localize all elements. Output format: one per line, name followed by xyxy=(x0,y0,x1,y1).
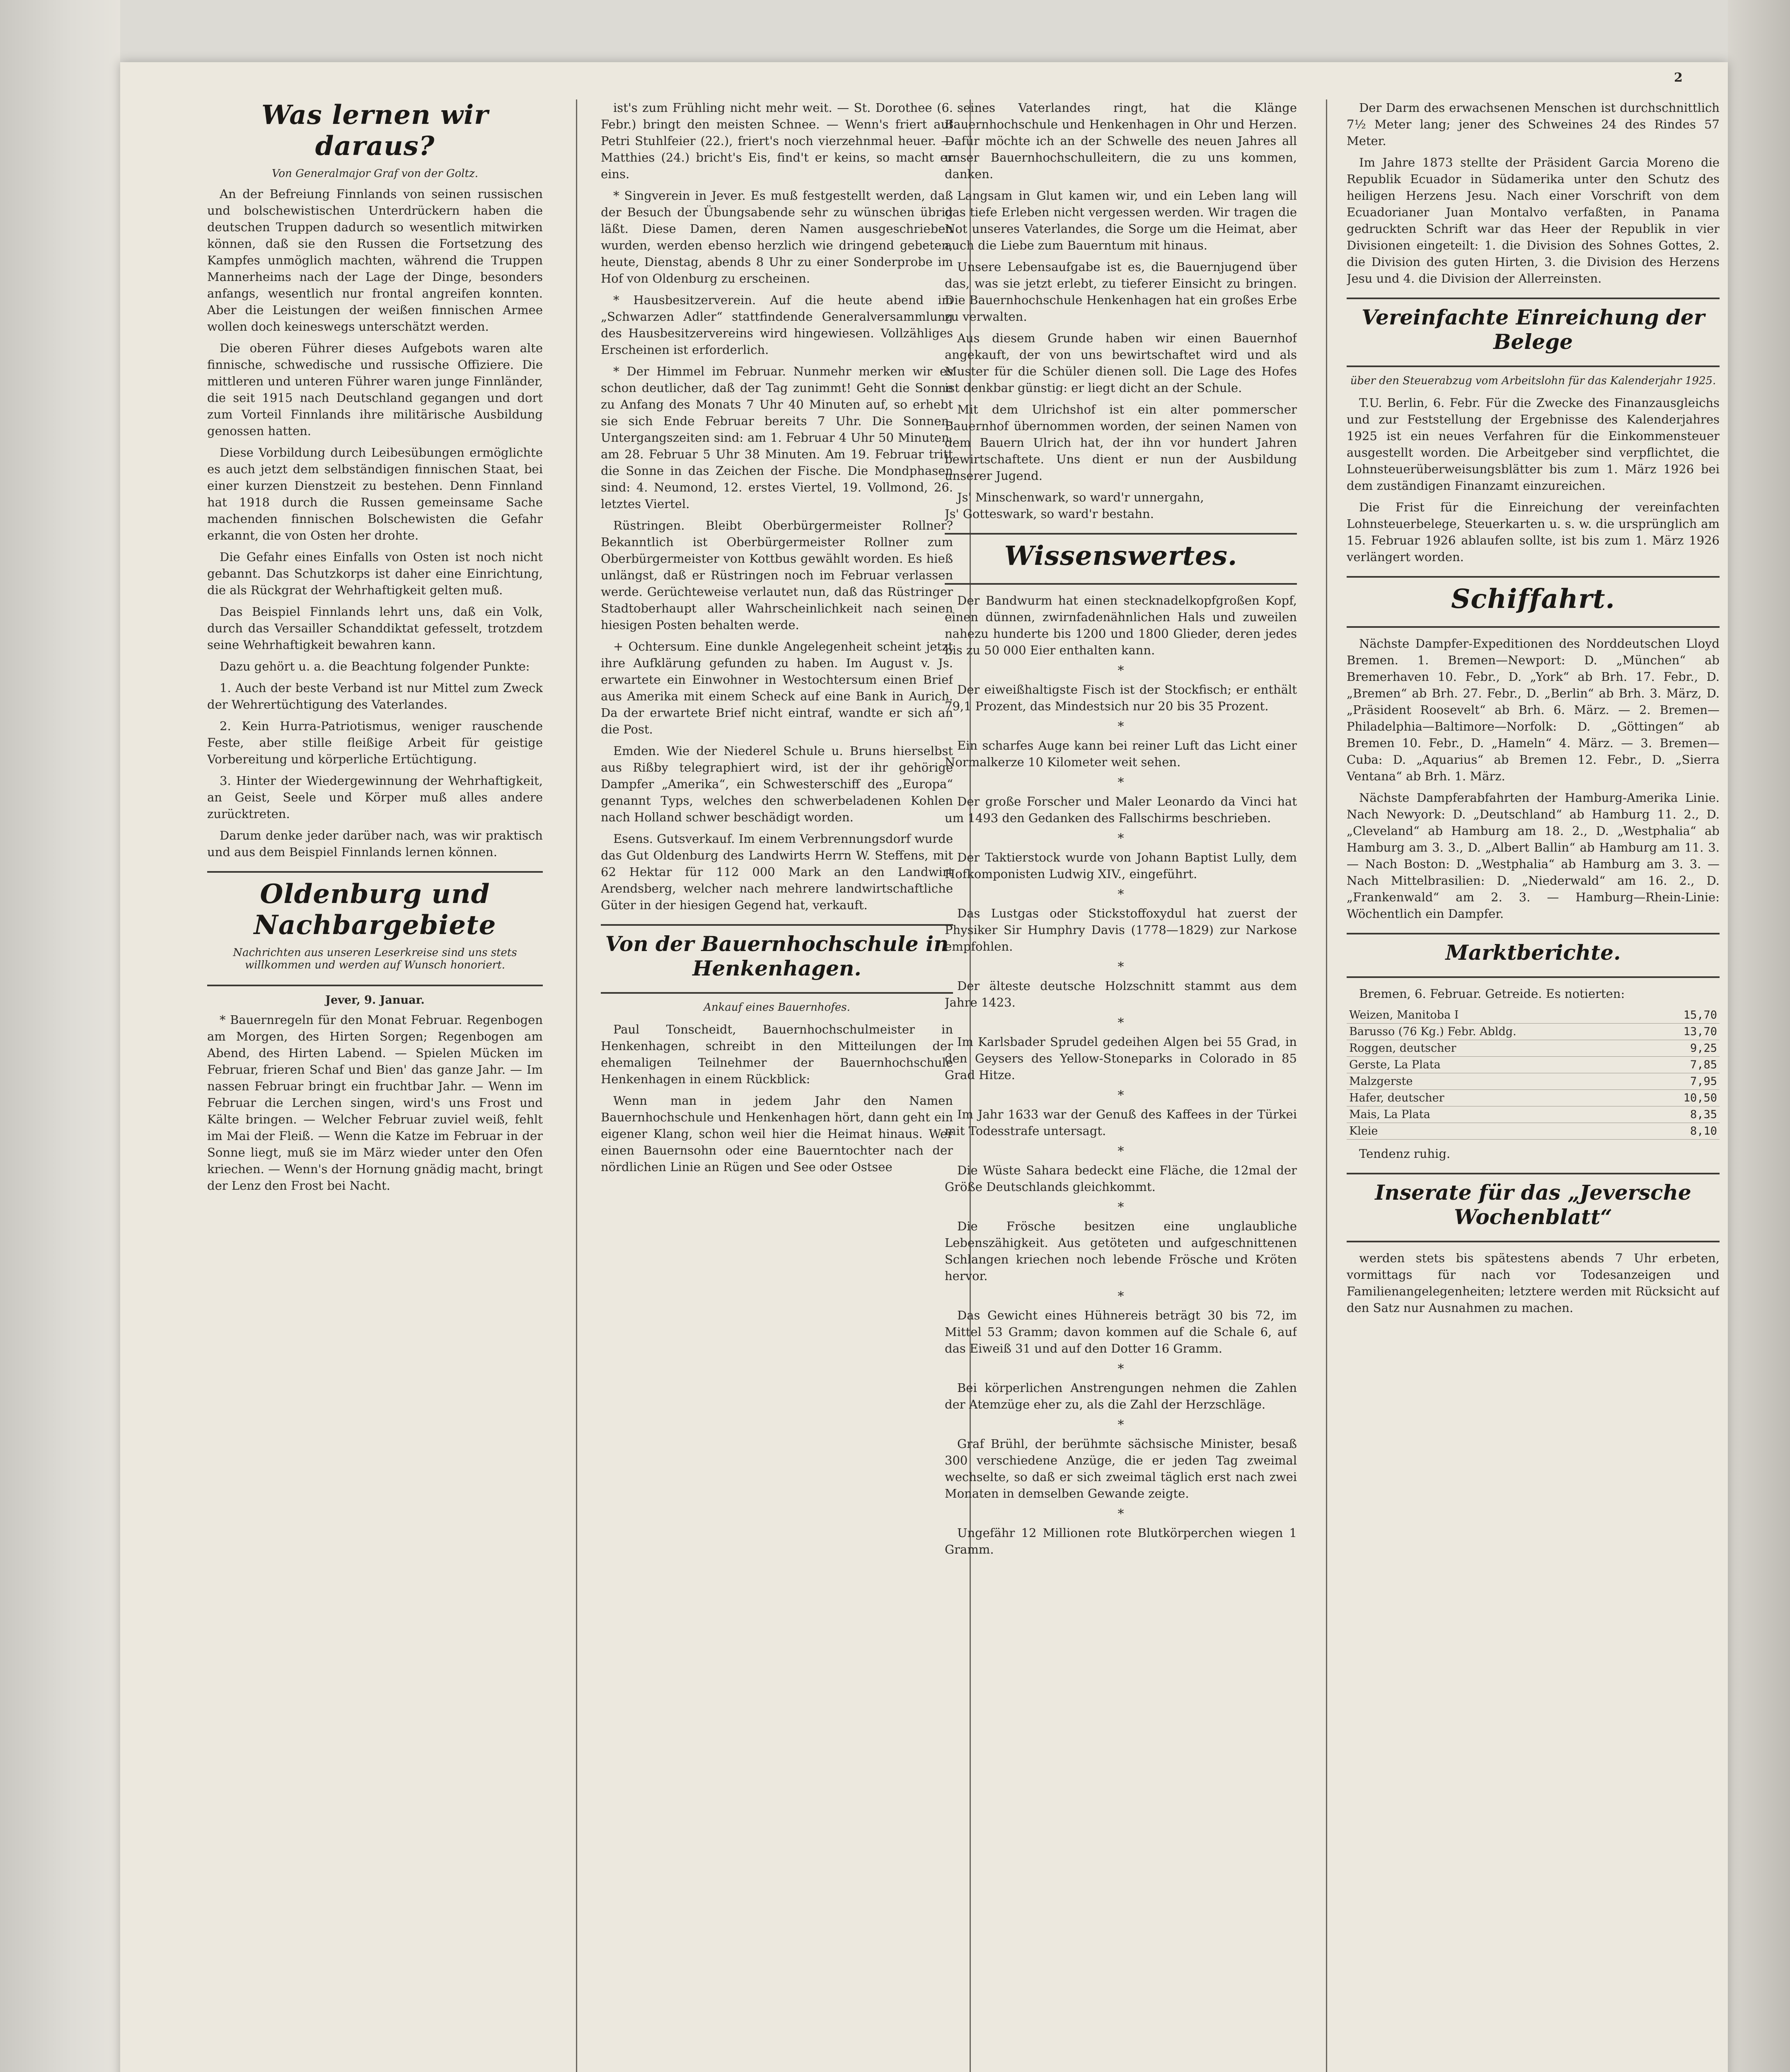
section-header xyxy=(1347,298,1720,367)
page-number: 2 xyxy=(1674,70,1683,85)
market-price: 8,10 xyxy=(1651,1123,1720,1140)
separator-star: * xyxy=(1118,1362,1124,1376)
separator-star: * xyxy=(1118,887,1124,902)
market-item: Weizen, Manitoba I xyxy=(1347,1007,1651,1024)
paragraph: Js' Minschenwark, so ward'r unnergahn, Js' Gotteswark, so ward'r bestahn. xyxy=(945,490,1204,521)
paragraph: Wenn man in jedem Jahr den Namen Bauernhochschule und Henkenhagen hört, dann geht ein eigener Klang, schon weil hier die Heimat hinaus. Wer einen Bauernsohn oder eine Bauerntochter nach der nördlichen Linie an Rügen und See oder Ostsee xyxy=(601,1094,953,1174)
market-item: Malzgerste xyxy=(1347,1073,1651,1090)
article-body xyxy=(1347,99,1720,287)
separator-star: * xyxy=(1118,1016,1124,1030)
column-4 xyxy=(1347,99,1720,2072)
article-body xyxy=(601,1021,953,1175)
paragraph: Aus diesem Grunde haben wir einen Bauernhof angekauft, der von uns bewirtschaftet wird und als Muster für die Schüler dienen soll. Die Lage des Hofes ist denkbar günstig: er liegt dicht an der Schule. xyxy=(945,331,1297,395)
fact-item: Der älteste deutsche Holzschnitt stammt aus dem Jahre 1423. xyxy=(945,979,1297,1009)
fact-item: Im Jahr 1633 war der Genuß des Kaffees in der Türkei mit Todesstrafe untersagt. xyxy=(945,1107,1297,1138)
market-row xyxy=(1347,1090,1720,1106)
market-price: 8,35 xyxy=(1651,1106,1720,1123)
section-header xyxy=(945,533,1297,585)
paragraph: Nächste Dampferabfahrten der Hamburg-Amerika Linie. Nach Newyork: D. „Deutschland“ ab Hamburg 11. 2., D. „Cleveland“ ab Hamburg am 18. 2., D. „Westphalia“ ab Hamburg am 3. 3., D. „Albert Ballin“ ab Hamburg am 11. 3. — Nach Boston: D. „Westphalia“ ab Hamburg am 3. 3. — Nach Mittelbrasilien: D. „Niederwald“ am 16. 2., D. „Frankenwald“ am 2. 3. — Hamburg—Rhein-Linie: Wöchentlich ein Dampfer. xyxy=(1347,791,1720,921)
fact-item: Im Karlsbader Sprudel gedeihen Algen bei 55 Grad, in den Geysers des Yellow-Stoneparks in Colorado in 85 Grad Hitze. xyxy=(945,1035,1297,1082)
column-2 xyxy=(601,99,953,2072)
market-price: 7,95 xyxy=(1651,1073,1720,1090)
separator-star: * xyxy=(1118,719,1124,734)
local-news-body xyxy=(207,1012,543,1194)
article-body xyxy=(945,99,1297,522)
separator-star: * xyxy=(1118,1144,1124,1159)
paragraph: 1. Auch der beste Verband ist nur Mittel zum Zweck der Wehrertüchtigung des Vaterlandes. xyxy=(207,681,543,712)
paragraph: Mit dem Ulrichshof ist ein alter pommerscher Bauernhof übernommen worden, der seinen Namen von dem Bauern Ulrich hat, der ihn vor hundert Jahren bewirtschaftete. Uns dient er nun der Ausbildung unserer Jugend. xyxy=(945,402,1297,483)
section-title: Von der Bauernhochschule in Henkenhagen. xyxy=(605,932,949,980)
fact-item: Die Wüste Sahara bedeckt eine Fläche, die 12mal der Größe Deutschlands gleichkommt. xyxy=(945,1163,1297,1194)
article-title: Was lernen wir daraus? xyxy=(261,99,489,162)
market-item: Hafer, deutscher xyxy=(1347,1090,1651,1106)
fact-item: Der große Forscher und Maler Leonardo da Vinci hat um 1493 den Gedanken des Fallschirms beschrieben. xyxy=(945,794,1297,825)
paragraph: Nächste Dampfer-Expeditionen des Norddeutschen Lloyd Bremen. 1. Bremen—Newport: D. „München“ ab Bremerhaven 10. Febr., D. „York“ ab Brh. 17. Febr., D. „Bremen“ ab Brh. 27. Febr., D. „Berlin“ ab Brh. 3. März, D. „Präsident Roosevelt“ ab Brh. 6. März. — 2. Bremen—Philadelphia—Baltimore—Norfolk: D. „Göttingen“ ab Bremen 10. Febr., D. „Hameln“ 4. März. — 3. Bremen—Cuba: D. „Aquarius“ ab Bremen 12. Febr., D. „Sierra Ventana“ ab Brh. 1. März. xyxy=(1347,637,1720,783)
shipping-body xyxy=(1347,635,1720,922)
paragraph: Diese Vorbildung durch Leibesübungen ermöglichte es auch jetzt dem selbständigen finnischen Staat, bei einer kurzen Dienstzeit zu bestehen. Denn Finnland hat 1918 durch die Russen gemeinsame Sache machenden finnischen Bolschewisten die Gefahr erkannt, die von Osten her drohte. xyxy=(207,445,543,542)
facts-list xyxy=(945,592,1297,1558)
ad-notice-body xyxy=(1347,1250,1720,1316)
separator-star: * xyxy=(1118,775,1124,790)
fact-item: Die Frösche besitzen eine unglaubliche Lebenszähigkeit. Aus getöteten und aufgeschnittenen Schlangen kriechen noch lebende Frösche und Kröten hervor. xyxy=(945,1219,1297,1283)
section-title: Marktberichte. xyxy=(1445,940,1621,965)
dateline: Jever, 9. Januar. xyxy=(325,994,425,1007)
paragraph: T.U. Berlin, 6. Febr. Für die Zwecke des Finanzausgleichs und zur Feststellung der Ergebnisse des Kalenderjahres 1925 ist ein neues Verfahren für die Einkommensteuer ausgestellt worden. Die Arbeitgeber sind verpflichtet, die Lohnsteuerüberweisungsblätter bis zum 1. März 1926 bei dem zuständigen Finanzamt einzureichen. xyxy=(1347,396,1720,493)
paragraph: Die oberen Führer dieses Aufgebots waren alte finnische, schwedische und russische Offiziere. Die mittleren und unteren Führer waren junge Finnländer, die seit 1915 nach Deutschland gegangen und dort zum Vorteil Finnlands ihre militärische Ausbildung genossen hatten. xyxy=(207,341,543,438)
section-subtitle: über den Steuerabzug vom Arbeitslohn für das Kalenderjahr 1925. xyxy=(1350,375,1716,387)
article-body xyxy=(207,186,543,860)
paragraph: Paul Tonscheidt, Bauernhochschulmeister in Henkenhagen, schreibt in den Mitteilungen der ehemaligen Teilnehmer der Bauernhochschule Henkenhagen in einem Rückblick: xyxy=(601,1022,953,1086)
market-price: 15,70 xyxy=(1651,1007,1720,1024)
paragraph: Der Darm des erwachsenen Menschen ist durchschnittlich 7½ Meter lang; jener des Schweines 24 des Rindes 57 Meter. xyxy=(1347,101,1720,148)
paragraph: 3. Hinter der Wiedergewinnung der Wehrhaftigkeit, an Geist, Seele und Körper muß alles andere zurücktreten. xyxy=(207,774,543,821)
news-item: Esens. Gutsverkauf. Im einem Verbrennungsdorf wurde das Gut Oldenburg des Landwirts Herrn W. Steffens, mit 62 Hektar für 112 000 Mark an den Landwirt Arendsberg, welcher nach mehrere landwirtschaftliche Güter in der hiesigen Gegend hat, verkauft. xyxy=(601,832,953,912)
market-price: 13,70 xyxy=(1651,1024,1720,1040)
separator-star: * xyxy=(1118,1507,1124,1521)
section-title: Inserate für das „Jeversche Wochenblatt“ xyxy=(1375,1180,1691,1229)
market-row xyxy=(1347,1024,1720,1040)
scanner-margin-left xyxy=(0,0,120,2072)
fact-item: Bei körperlichen Anstrengungen nehmen die Zahlen der Atemzüge eher zu, als die Zahl der Herzschläge. xyxy=(945,1381,1297,1411)
paragraph: Darum denke jeder darüber nach, was wir praktisch und aus dem Beispiel Finnlands lernen können. xyxy=(207,828,543,859)
fact-item: Ungefähr 12 Millionen rote Blutkörperchen wiegen 1 Gramm. xyxy=(945,1526,1297,1556)
market-item: Gerste, La Plata xyxy=(1347,1057,1651,1073)
market-intro: Bremen, 6. Februar. Getreide. Es notierten: xyxy=(1359,987,1625,1001)
paragraph: Die Frist für die Einreichung der vereinfachten Lohnsteuerbelege, Steuerkarten u. s. w. die ursprünglich am 15. Februar 1926 ablaufen sollte, ist bis zum 1. März 1926 verlängert worden. xyxy=(1347,500,1720,564)
local-news-body xyxy=(601,99,953,913)
column-rule-3 xyxy=(1326,99,1327,2072)
section-header xyxy=(1347,576,1720,628)
fact-item: Graf Brühl, der berühmte sächsische Minister, besaß 300 verschiedene Anzüge, die er jeden Tag zweimal wechselte, so daß er sich zweimal täglich erst nach zwei Monaten in demselben Gewande zeigte. xyxy=(945,1437,1297,1501)
news-item: * Hausbesitzerverein. Auf die heute abend im „Schwarzen Adler“ stattfindende Generalversammlung des Hausbesitzervereins wird hingewiesen. Vollzähliges Erscheinen ist erforderlich. xyxy=(601,293,953,357)
fact-item: Das Lustgas oder Stickstoffoxydul hat zuerst der Physiker Sir Humphry Davis (1778—1829) zur Narkose empfohlen. xyxy=(945,906,1297,954)
market-price: 10,50 xyxy=(1651,1090,1720,1106)
news-item: Emden. Wie der Niederel Schule u. Bruns hierselbst aus Rißby telegraphiert wird, ist der ihr gehörige Dampfer „Amerika“, ein Schwesterschiff des „Europa“ genannt Typs, welches den schwerbeladenen Kohlen nach Holland schwer beschädigt worden. xyxy=(601,744,953,824)
paragraph: An der Befreiung Finnlands von seinen russischen und bolschewistischen Unterdrückern haben die deutschen Truppen dadurch so wesentlich mitwirken können, daß sie den Russen die Fortsetzung des Kampfes unmöglich machten, während die Truppen Mannerheims nach der Lage der Dinge, besonders anfangs, wesentlich nur frontal angreifen konnten. Aber die Leistungen der weißen finnischen Armee wollen doch keineswegs unterschätzt werden. xyxy=(207,187,543,334)
paragraph: 2. Kein Hurra-Patriotismus, weniger rauschende Feste, aber stille fleißige Arbeit für geistige Vorbereitung und körperliche Ertüchtigung. xyxy=(207,719,543,766)
section-title: Oldenburg und Nachbargebiete xyxy=(254,879,496,941)
section-header xyxy=(1347,1173,1720,1242)
tax-notice-body xyxy=(1347,395,1720,565)
separator-star: * xyxy=(1118,1200,1124,1215)
section-header xyxy=(207,871,543,986)
separator-star: * xyxy=(1118,831,1124,846)
fact-item: Der Taktierstock wurde von Johann Baptist Lully, dem Hofkomponisten Ludwig XIV., eingeführt. xyxy=(945,850,1297,881)
column-rule-1 xyxy=(576,99,577,2072)
news-item: * Singverein in Jever. Es muß festgestellt werden, daß der Besuch der Übungsabende sehr zu wünschen übrig läßt. Diese Damen, deren Namen ausgeschrieben wurden, werden ebenso herzlich wie dringend gebeten, heute, Dienstag, abends 8 Uhr zu einer Sonderprobe im Hof von Oldenburg zu erscheinen. xyxy=(601,189,953,286)
separator-star: * xyxy=(1118,1088,1124,1103)
column-1 xyxy=(207,99,543,2072)
market-item: Kleie xyxy=(1347,1123,1651,1140)
separator-star: * xyxy=(1118,1418,1124,1432)
market-item: Roggen, deutscher xyxy=(1347,1040,1651,1057)
section-title: Schiffahrt. xyxy=(1451,583,1615,615)
fact-item: Der eiweißhaltigste Fisch ist der Stockfisch; er enthält 79,1 Prozent, das Mindestsich nur 20 bis 35 Prozent. xyxy=(945,683,1297,713)
market-table xyxy=(1347,1007,1720,1140)
section-title: Vereinfachte Einreichung der Belege xyxy=(1361,305,1705,354)
paragraph: Das Beispiel Finnlands lehrt uns, daß ein Volk, durch das Versailler Schanddiktat gefesselt, trotzdem seine Wehrhaftigkeit bewahren kann. xyxy=(207,605,543,652)
paragraph: Langsam in Glut kamen wir, und ein Leben lang will das tiefe Erleben nicht vergessen werden. Wir tragen die Not unseres Vaterlandes, die Sorge um die Heimat, aber auch die Liebe zum Bauerntum mit hinaus. xyxy=(945,189,1297,252)
article-byline: Von Generalmajor Graf von der Goltz. xyxy=(272,167,478,180)
news-item: + Ochtersum. Eine dunkle Angelegenheit scheint jetzt ihre Aufklärung gefunden zu haben. Im August v. Js. erwartete ein Einwohner in Westochtersum einen Brief aus Amerika mit einem Scheck auf eine Bank in Aurich. Da der erwartete Brief nicht eintraf, wandte er sich an die Post. xyxy=(601,639,953,736)
market-price: 7,85 xyxy=(1651,1057,1720,1073)
paragraph: seines Vaterlandes ringt, hat die Klänge Bauernhochschule und Henkenhagen in Ohr und Herzen. Dafür möchte ich an der Schwelle des neuen Jahres all unser Bauernhochschulleitern, die zu uns kommen, danken. xyxy=(945,101,1297,181)
market-row xyxy=(1347,1106,1720,1123)
news-item: ist's zum Frühling nicht mehr weit. — St. Dorothee (6. Febr.) bringt den meisten Schnee. — Wenn's friert auf Petri Stuhlfeier (22.), friert's noch vierzehnmal heuer. — Matthies (24.) bricht's Eis, find't er keins, so macht er eins. xyxy=(601,101,953,181)
paragraph: Dazu gehört u. a. die Beachtung folgender Punkte: xyxy=(220,659,530,673)
section-subtitle: Ankauf eines Bauernhofes. xyxy=(704,1001,850,1014)
market-row xyxy=(1347,1040,1720,1057)
market-item: Barusso (76 Kg.) Febr. Abldg. xyxy=(1347,1024,1651,1040)
market-row xyxy=(1347,1073,1720,1090)
news-item: * Der Himmel im Februar. Nunmehr merken wir es schon deutlicher, daß der Tag zunimmt! Geht die Sonne zu Anfang des Monats 7 Uhr 40 Minuten auf, so erhebt sie sich Ende Februar bereits 7 Uhr. Die Sonnen-Untergangszeiten sind: am 1. Februar 4 Uhr 50 Minuten, am 28. Februar 5 Uhr 38 Minuten. Am 19. Februar tritt die Sonne in das Zeichen der Fische. Die Mondphasen sind: 4. Neumond, 12. erstes Viertel, 19. Vollmond, 26. letztes Viertel. xyxy=(601,364,953,511)
market-row xyxy=(1347,1123,1720,1140)
market-note: Tendenz ruhig. xyxy=(1359,1147,1451,1161)
scanner-margin-right xyxy=(1728,0,1790,2072)
fact-item: Ein scharfes Auge kann bei reiner Luft das Licht einer Normalkerze 10 Kilometer weit sehen. xyxy=(945,738,1297,769)
paragraph: * Bauernregeln für den Monat Februar. Regenbogen am Morgen, des Hirten Sorgen; Regenbogen am Abend, des Hirten Labend. — Spielen Mücken im Februar, frieren Schaf und Bien' das ganze Jahr. — Im nassen Februar bringt ein fruchtbar Jahr. — Wenn im Februar die Lerchen singen, wird's uns Frost und Kälte bringen. — Welcher Februar zuviel weiß, fehlt im Mai der Fleiß. — Wenn die Katze im Februar in der Sonne liegt, muß sie im März wieder unter den Ofen kriechen. — Wenn's der Hornung gnädig macht, bringt der Lenz den Frost bei Nacht. xyxy=(207,1013,543,1193)
separator-star: * xyxy=(1118,663,1124,678)
column-3 xyxy=(945,99,1297,2072)
fact-item: Der Bandwurm hat einen stecknadelkopfgroßen Kopf, einen dünnen, zwirnfadenähnlichen Hals und zuweilen nahezu hunderte bis 1200 und 1800 Glieder, deren jedes bis zu 50 000 Eier enthalten kann. xyxy=(945,593,1297,657)
market-item: Mais, La Plata xyxy=(1347,1106,1651,1123)
section-note: Nachrichten aus unseren Leserkreise sind uns stets willkommen und werden auf Wunsch honoriert. xyxy=(233,946,517,971)
market-row xyxy=(1347,1057,1720,1073)
paragraph: werden stets bis spätestens abends 7 Uhr erbeten, vormittags für nach vor Todesanzeigen und Familienangelegenheiten; letztere werden mit Rücksicht auf den Satz nur Ausnahmen zu machen. xyxy=(1347,1251,1720,1315)
market-row xyxy=(1347,1007,1720,1024)
section-title: Wissenswertes. xyxy=(1004,540,1238,571)
news-item: Rüstringen. Bleibt Oberbürgermeister Rollner? Bekanntlich ist Oberbürgermeister Rollner zum Oberbürgermeister von Kottbus gewählt worden. Es hieß unlängst, daß er Rüstringen noch im Februar verlassen werde. Gerüchteweise verlautet nun, daß das Rüstringer Stadtoberhaupt aller Wahrscheinlichkeit nach seinen hiesigen Posten behalten werde. xyxy=(601,518,953,632)
section-header xyxy=(601,924,953,994)
paragraph: Die Gefahr eines Einfalls von Osten ist noch nicht gebannt. Das Schutzkorps ist daher eine Einrichtung, die als Rückgrat der Wehrhaftigkeit gelten muß. xyxy=(207,550,543,597)
market-price: 9,25 xyxy=(1651,1040,1720,1057)
fact-item: Das Gewicht eines Hühnereis beträgt 30 bis 72, im Mittel 53 Gramm; davon kommen auf die Schale 6, auf das Eiweiß 31 und auf den Dotter 16 Gramm. xyxy=(945,1308,1297,1356)
section-header xyxy=(1347,933,1720,978)
paragraph: Unsere Lebensaufgabe ist es, die Bauernjugend über das, was sie jetzt erlebt, zu tieferer Einsicht zu bringen. Die Bauernhochschule Henkenhagen hat ein großes Erbe zu verwalten. xyxy=(945,260,1297,324)
paragraph: Im Jahre 1873 stellte der Präsident Garcia Moreno die Republik Ecuador in Südamerika unter den Schutz des heiligen Herzens Jesu. Nach einer Vorschrift von dem Ecuadorianer Juan Montalvo verfaßten, in Panama gedruckten Schrift war das Heer der Republik in vier Divisionen eingeteilt: 1. die Division des Sohnes Gottes, 2. die Division des guten Hirten, 3. die Division des Herzens Jesu und 4. die Division der Allerreinsten. xyxy=(1347,155,1720,286)
separator-star: * xyxy=(1118,1289,1124,1304)
separator-star: * xyxy=(1118,960,1124,974)
